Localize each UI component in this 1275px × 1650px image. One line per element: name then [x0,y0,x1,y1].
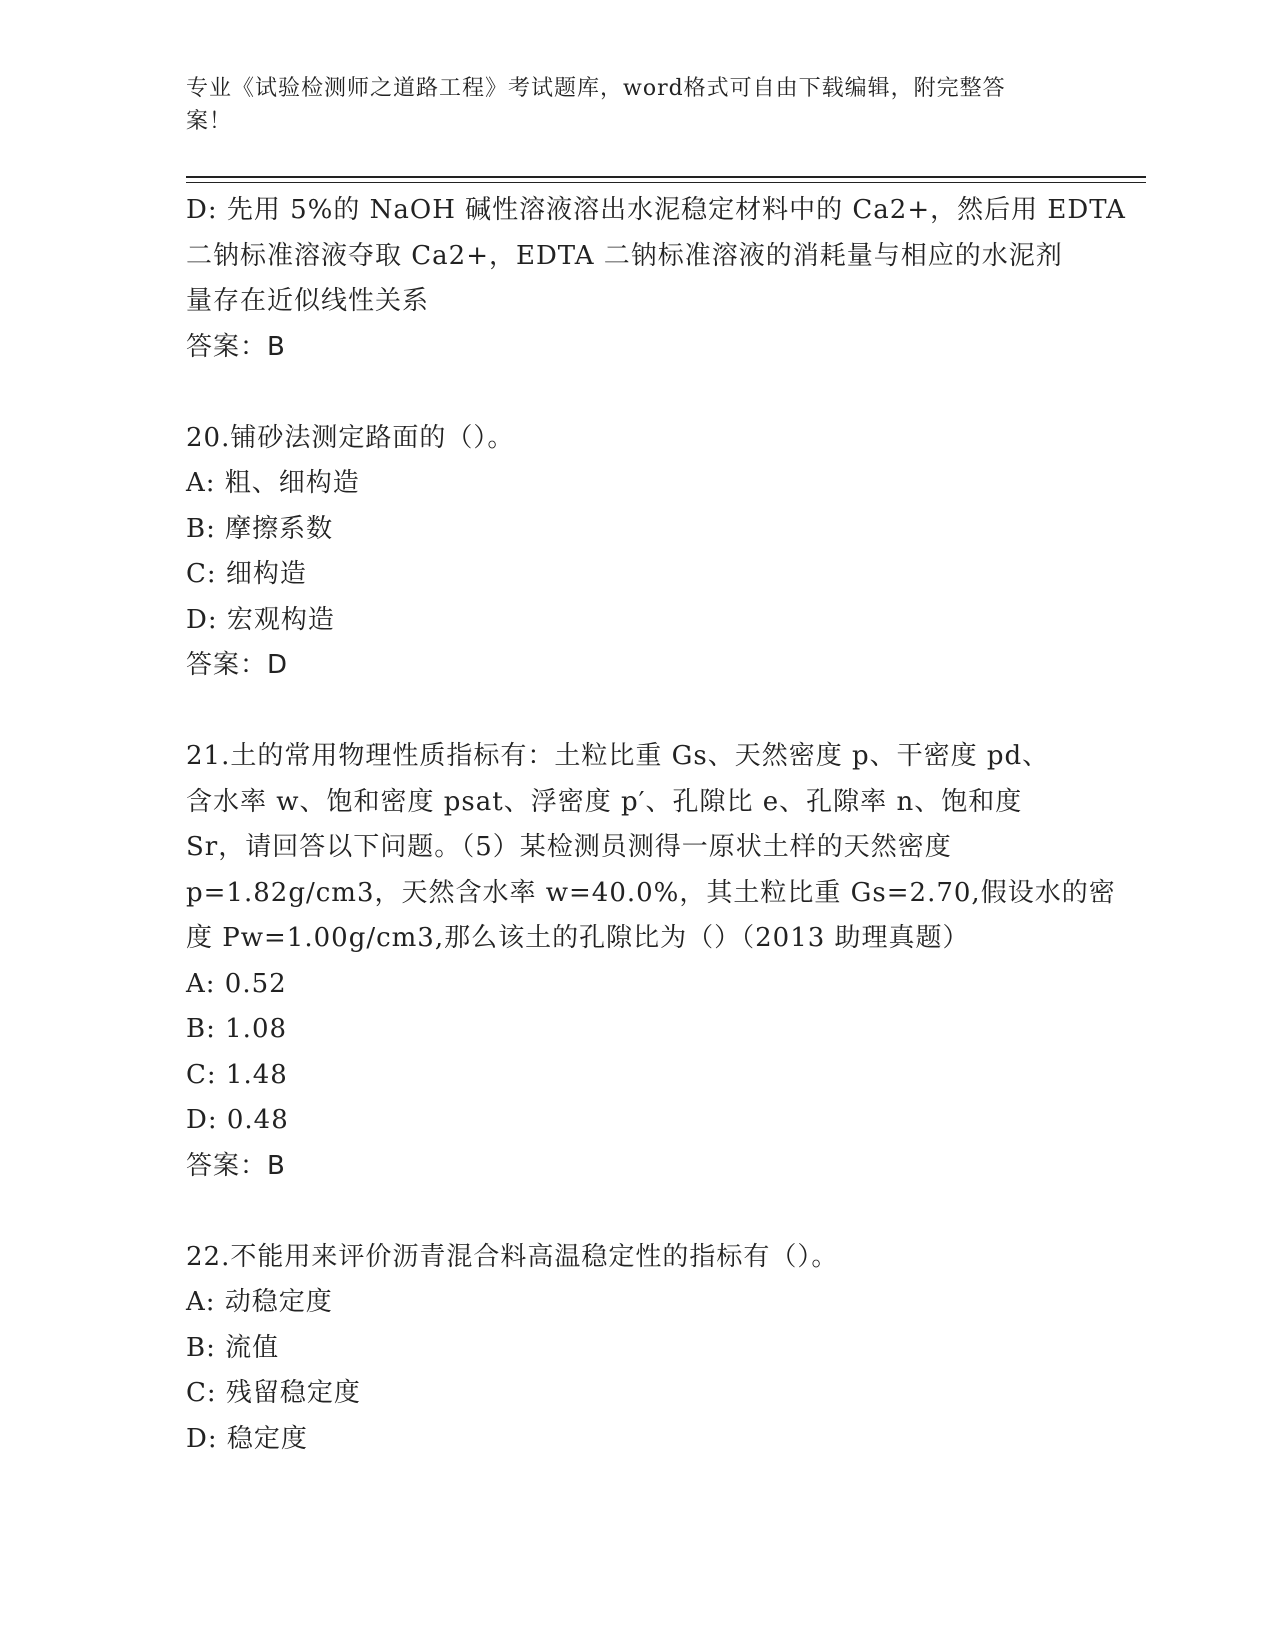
option-d: D: 0.48 [186,1105,289,1135]
header-rule-thin [186,182,1146,183]
question-content [186,188,1126,1462]
answer: 答案：D [186,650,289,680]
option-a: A: 动稳定度 [186,1287,333,1317]
question-stem: 20.铺砂法测定路面的（）。 [186,422,515,453]
spacer [186,689,1086,735]
option-d-line-2: 二钠标准溶液夺取 Ca2+，EDTA 二钠标准溶液的消耗量与相应的水泥剂 [186,240,1063,271]
spacer [186,370,1086,416]
header-line-1: 专业《试验检测师之道路工程》考试题库，word格式可自由下载编辑，附完整答 [186,76,1006,101]
option-a: A: 粗、细构造 [186,468,360,498]
option-c: C: 1.48 [186,1059,288,1090]
option-d: D: 稳定度 [186,1423,308,1454]
answer: 答案：B [186,1150,286,1181]
option-c: C: 细构造 [186,559,307,589]
question-stem-line-2: 含水率 w、饱和密度 psat、浮密度 p′、孔隙比 e、孔隙率 n、饱和度 [186,786,1023,817]
question-stem-line-3: Sr，请回答以下问题。（5）某检测员测得一原状土样的天然密度 [186,832,952,862]
option-c: C: 残留稳定度 [186,1378,361,1408]
option-b: B: 流值 [186,1332,280,1363]
question-20 [186,416,1086,689]
spacer [186,1189,1086,1235]
question-stem: 22.不能用来评价沥青混合料高温稳定性的指标有（）。 [186,1241,839,1272]
question-stem-line-1: 21.土的常用物理性质指标有：土粒比重 Gs、天然密度 p、干密度 pd、 [186,741,1050,771]
question-stem-line-4: p=1.82g/cm3，天然含水率 w=40.0%，其土粒比重 Gs=2.70,假设水的密 [186,877,1116,908]
question-21 [186,734,1116,1189]
answer: 答案：B [186,331,286,362]
option-d-line-3: 量存在近似线性关系 [186,286,430,316]
header-rule [186,176,1146,178]
question-22 [186,1235,1086,1463]
option-a: A: 0.52 [186,968,287,999]
option-d: D: 宏观构造 [186,604,335,635]
option-b: B: 1.08 [186,1014,288,1044]
previous-question-tail [186,188,1126,370]
option-d-line-1: D: 先用 5%的 NaOH 碱性溶液溶出水泥稳定材料中的 Ca2+，然后用 EDTA [186,195,1126,225]
page-header [186,72,1066,138]
question-stem-line-5: 度 Pw=1.00g/cm3,那么该土的孔隙比为（）（2013 助理真题） [186,923,970,953]
header-line-2: 案！ [186,109,233,134]
option-b: B: 摩擦系数 [186,513,334,544]
